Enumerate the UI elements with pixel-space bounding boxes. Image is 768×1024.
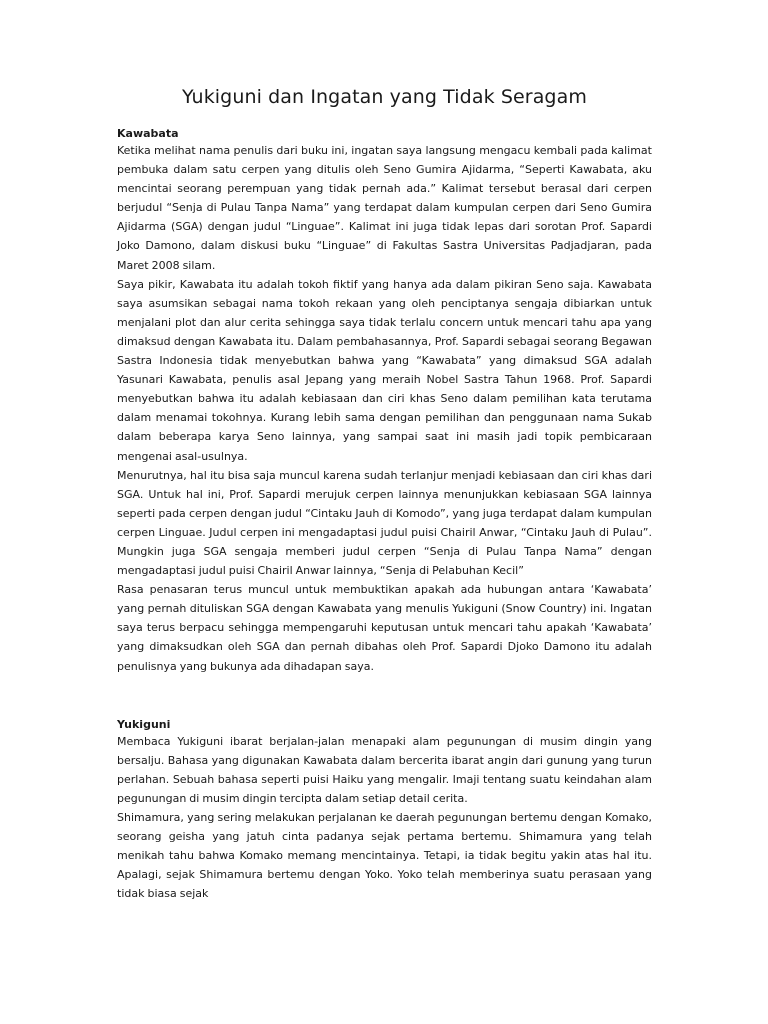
document-content xyxy=(117,84,652,903)
section-heading-yukiguni: Yukiguni xyxy=(117,717,171,731)
document-title: Yukiguni dan Ingatan yang Tidak Seragam xyxy=(182,86,587,108)
paragraph: Menurutnya, hal itu bisa saja muncul karena sudah terlanjur menjadi kebiasaan dan ciri khas dari SGA. Untuk hal ini, Prof. Sapardi merujuk cerpen lainnya menunjukkan kebiasaan SGA lainnya seperti pada cerpen dengan judul “Cintaku Jauh di Komodo”, yang juga terdapat dalam kumpulan cerpen Linguae. Judul cerpen ini mengadaptasi judul puisi Chairil Anwar, “Cintaku Jauh di Pulau”. Mungkin juga SGA sengaja memberi judul cerpen “Senja di Pulau Tanpa Nama” dengan mengadaptasi judul puisi Chairil Anwar lainnya, “Senja di Pelabuhan Kecil” xyxy=(117,468,652,578)
section-heading-kawabata: Kawabata xyxy=(117,127,179,140)
paragraph: Saya pikir, Kawabata itu adalah tokoh fiktif yang hanya ada dalam pikiran Seno saja. Kawabata saya asumsikan sebagai nama tokoh rekaan yang oleh penciptanya sengaja dibiarkan untuk menjalani plot dan alur cerita sehingga saya tidak terlalu concern untuk mencari tahu apa yang dimaksud dengan Kawabata itu. Dalam pembahasannya, Prof. Sapardi sebagai seorang Begawan Sastra Indonesia tidak menyebutkan bahwa yang “Kawabata” yang dimaksud SGA adalah Yasunari Kawabata, penulis asal Jepang yang meraih Nobel Sastra Tahun 1968. Prof. Sapardi menyebutkan bahwa itu adalah kebiasaan dan ciri khas Seno dalam pemilihan kata terutama dalam menamai tokohnya. Kurang lebih sama dengan pemilihan dan penggunaan nama Sukab dalam beberapa karya Seno lainnya, yang sampai saat ini masih jadi topik pembicaraan mengenai asal-usulnya. xyxy=(117,277,652,463)
paragraph: Ketika melihat nama penulis dari buku ini, ingatan saya langsung mengacu kembali pada kalimat pembuka dalam satu cerpen yang ditulis oleh Seno Gumira Ajidarma, “Seperti Kawabata, aku mencintai seorang perempuan yang tidak pernah ada.” Kalimat tersebut berasal dari cerpen berjudul “Senja di Pulau Tanpa Nama” yang terdapat dalam kumpulan cerpen dari Seno Gumira Ajidarma (SGA) dengan judul “Linguae”. Kalimat ini juga tidak lepas dari sorotan Prof. Sapardi Joko Damono, dalam diskusi buku “Linguae” di Fakultas Sastra Universitas Padjadjaran, pada Maret 2008 silam. xyxy=(117,144,652,272)
paragraph: Membaca Yukiguni ibarat berjalan-jalan menapaki alam pegunungan di musim dingin yang bersalju. Bahasa yang digunakan Kawabata dalam bercerita ibarat angin dari gunung yang turun perlahan. Sebuah bahasa seperti puisi Haiku yang mengalir. Imaji tentang suatu keindahan alam pegunungan di musim dingin tercipta dalam setiap detail cerita. xyxy=(117,734,652,805)
paragraph: Rasa penasaran terus muncul untuk membuktikan apakah ada hubungan antara ‘Kawabata’ yang pernah dituliskan SGA dengan Kawabata yang menulis Yukiguni (Snow Country) ini. Ingatan saya terus berpacu sehingga mempengaruhi keputusan untuk mencari tahu apakah ‘Kawabata’ yang dimaksudkan oleh SGA dan pernah dibahas oleh Prof. Sapardi Djoko Damono itu adalah penulisnya yang bukunya ada dihadapan saya. xyxy=(117,583,652,673)
paragraph: Shimamura, yang sering melakukan perjalanan ke daerah pegunungan bertemu dengan Komako, seorang geisha yang jatuh cinta padanya sejak pertama bertemu. Shimamura yang telah menikah tahu bahwa Komako memang mencintainya. Tetapi, ia tidak begitu yakin atas hal itu. Apalagi, sejak Shimamura bertemu dengan Yoko. Yoko telah memberinya suatu perasaan yang tidak biasa sejak xyxy=(117,811,652,901)
